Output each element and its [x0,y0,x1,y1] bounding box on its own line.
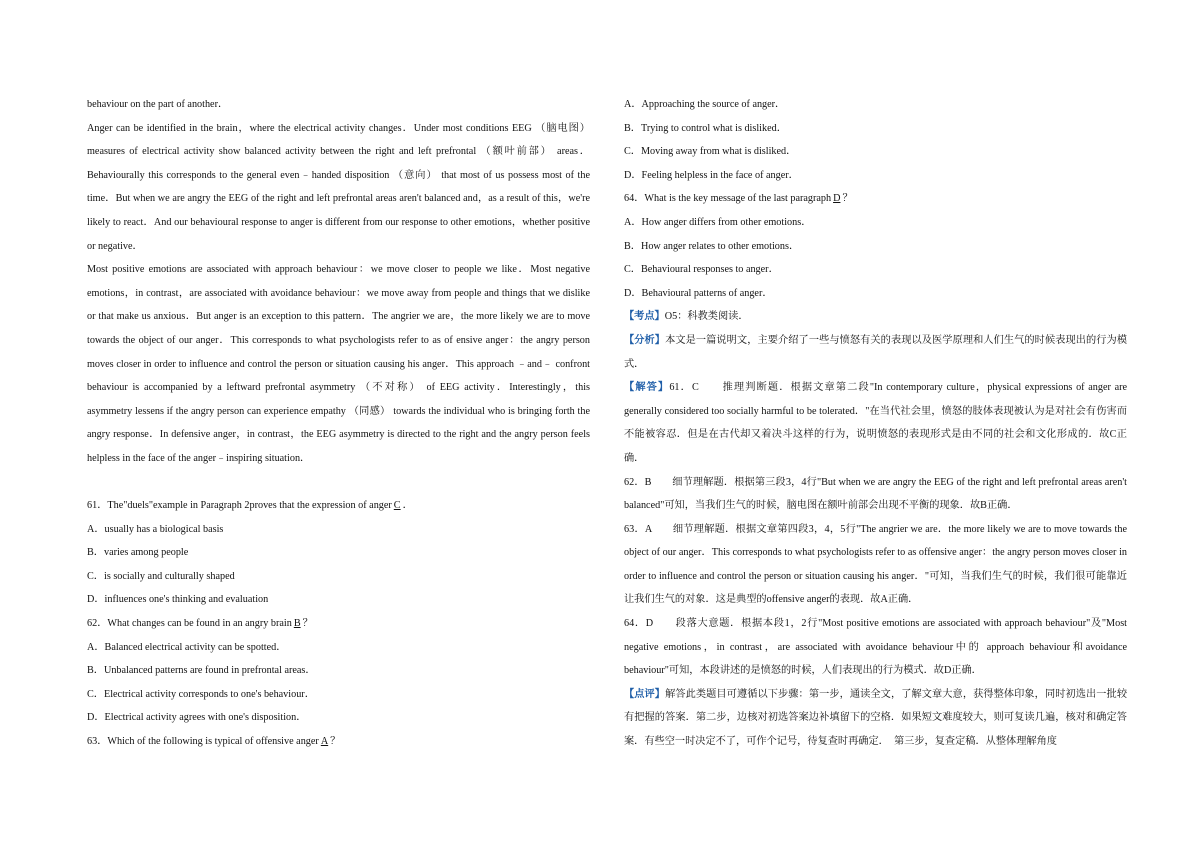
passage-line-continuation: behaviour on the part of another． [87,99,229,110]
question-64-text: 64．What is the key message of the last paragraph [624,193,832,205]
question-62-option-b: B．Unbalanced patterns are found in prefrontal areas． [87,665,316,677]
question-61-text: 61．The"duels"example in Paragraph 2proves that the expression of anger [87,500,392,512]
question-63-stem [87,730,590,754]
question-64-option-a: A．How anger differs from other emotions． [624,216,812,228]
analysis-kaodian [624,305,1127,329]
question-62-option-a: A．Balanced electrical activity can be spotted． [87,641,287,653]
question-64-option-b: B．How anger relates to other emotions． [624,240,800,252]
question-62-stem [87,612,590,636]
question-64-option-c: C．Behavioural responses to anger． [624,264,779,276]
question-61-answer: C [393,500,401,512]
analysis-dianping [624,683,1127,754]
question-61-option-d: D．influences one's thinking and evaluation [87,594,269,606]
left-column [87,93,590,754]
question-63-option-d: D．Feeling helpless in the face of anger． [624,169,799,181]
question-63-text: 63．Which of the following is typical of offensive anger [87,736,319,748]
analysis-jieda-61 [624,376,1127,470]
question-63-option-b: B．Trying to control what is disliked． [624,122,787,134]
question-61-option-a: A．usually has a biological basis [87,523,224,535]
question-63-option-a: A．Approaching the source of anger． [624,99,786,110]
question-62-punct: ？ [302,618,313,630]
dianping-text: 解答此类题目可遵循以下步骤：第一步，通读全文，了解文章大意，获得整体印象，同时初选出一批较有把握的答案．第二步，边核对初选答案边补填留下的空格．如果短文难度较大，则可复读几遍，核对和确定答案．有些空一时决定不了，可作个记号，待复查时再确定． 第三步，复查定稿．从整体理解角度 [624,688,1128,748]
question-63-punct: ？ [330,736,341,748]
question-61-option-c: C．is socially and culturally shaped [87,570,235,582]
fenxi-text: 本文是一篇说明文，主要介绍了一些与愤怒有关的表现以及医学原理和人们生气的时候表现出的行为模式． [624,334,1128,370]
question-64-option-d: D．Behavioural patterns of anger． [624,287,773,299]
analysis-jieda-62: 62．B 细节理解题．根据第三段3，4行"But when we are angry the EEG of the right and left prefrontal areas aren't balanced"可知，当我们生气的时候，脑电图在额叶前部会出现不平衡的现象．故B正确． [624,476,1127,512]
jieda-tag: 【解答】 [624,382,670,394]
question-62-text: 62．What changes can be found in an angry brain [87,618,292,630]
question-61-option-b: B．varies among people [87,547,189,559]
question-61-stem [87,494,590,518]
fenxi-tag: 【分析】 [624,334,666,346]
analysis-jieda-64: 64．D 段落大意题．根据本段1，2行"Most positive emotions are associated with approach behaviour"及"Most negative emotions，in contrast，are associated with avoidance behaviour中的 approach behaviour和avoidance behaviour"可知，本段讲述的是愤怒的时候，人们表现出的行为模式．故D正确． [624,618,1127,677]
question-62-option-c: C．Electrical activity corresponds to one's behaviour． [87,688,315,700]
right-column [624,93,1127,754]
question-63-option-c: C．Moving away from what is disliked． [624,146,797,158]
analysis-fenxi [624,329,1127,376]
question-64-answer: D [833,193,841,205]
question-62-option-d: D．Electrical activity agrees with one's disposition． [87,712,307,724]
analysis-jieda-63: 63．A 细节理解题．根据文章第四段3，4，5行"The angrier we are．the more likely we are to move towards the object of our anger．This corresponds to what psychologists refer to as offensive anger：the angry person moves closer in order to influence and control the person or situation causing his anger．"可知，当我们生气的时候，我们很可能靠近让我们生气的对象．这是典型的offensive anger的表现．故A正确． [624,523,1127,606]
dianping-tag: 【点评】 [624,688,666,700]
jieda-61-text: 61．C 推理判断题．根据文章第二段"In contemporary culture，physical expressions of anger are generally considered too socially harmful to be tolerated．"在当代社会里，愤怒的肢体表现被认为是对社会有伤害而不能被容忍．但是在古代却又着决斗这样的行为，说明愤怒的表现形式是由不同的社会和文化形成的．故C正确． [624,382,1128,464]
kaodian-text: O5：科教类阅读． [664,311,749,323]
passage-paragraph-approach: Most positive emotions are associated with approach behaviour：we move closer to people we like．Most negative emotions，in contrast，are associated with avoidance behaviour：we move away from people and things that we dislike or that make us anxious．But anger is an exception to this pattern．The angrier we are，the more likely we are to move towards the object of our anger．This corresponds to what psychologists refer to as of ensive anger：the angry person moves closer in order to influence and control the person or situation causing his anger．This approach ﹣and﹣ confront behaviour is accompanied by a leftward prefrontal asymmetry （不对称） of EEG activity．Interestingly，this asymmetry lessens if the angry person can experience empathy （同感） towards the individual who is bringing forth the angry response．In defensive anger，in contrast，the EEG asymmetry is directed to the right and the angry person feels helpless in the face of the anger﹣inspiring situation． [87,264,590,464]
kaodian-tag: 【考点】 [624,311,665,323]
question-61-punct: ． [402,500,413,512]
question-64-stem [624,187,1127,211]
passage-paragraph-eeg: Anger can be identified in the brain，where the electrical activity changes．Under most conditions EEG （脑电图） measures of electrical activity show balanced activity between the right and left prefrontal （额叶前部） areas．Behaviourally this corresponds to the general even﹣handed disposition （意向） that most of us possess most of the time．But when we are angry the EEG of the right and left prefrontal areas aren't balanced and，as a result of this，we're likely to react．And our behavioural response to anger is different from our response to other emotions，whether positive or negative． [87,122,590,252]
question-62-answer: B [293,618,301,630]
question-63-answer: A [320,736,329,748]
question-64-punct: ？ [842,193,853,205]
